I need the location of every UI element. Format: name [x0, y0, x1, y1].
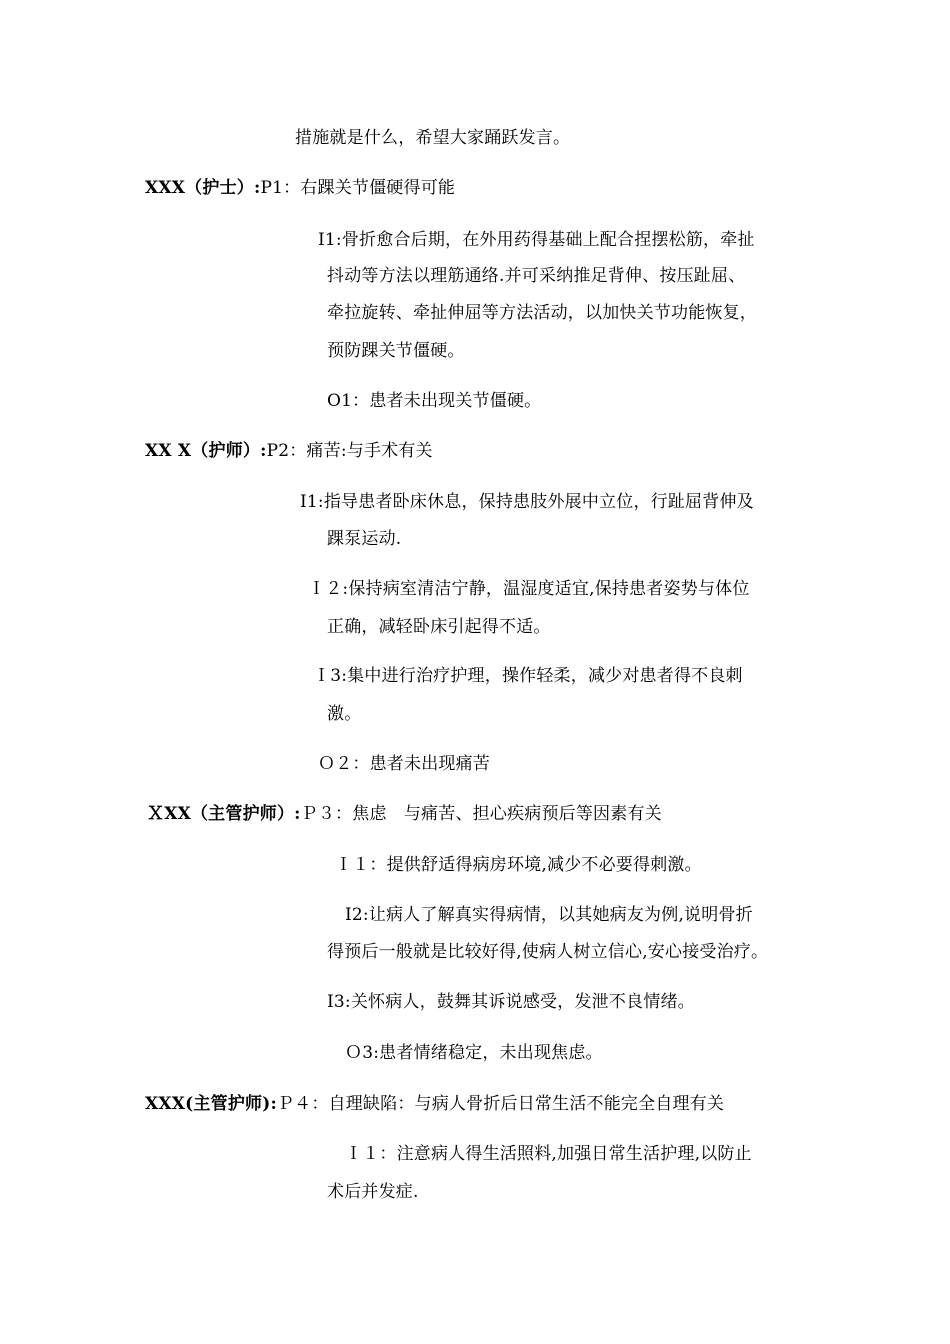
p4-speaker: XXX(主管护师): [145, 1094, 277, 1114]
p2-entry [145, 440, 433, 462]
p2-speaker: XX X（护师）: [145, 441, 267, 461]
p4-entry [145, 1093, 724, 1115]
p4-problem: Ｐ４：自理缺陷：与病人骨折后日常生活不能完全自理有关 [276, 1094, 725, 1114]
p1-i1-line-1: I1:骨折愈合后期，在外用药得基础上配合捏摆松筋，牵扯 [318, 230, 755, 250]
p2-i2-line-1: Ｉ２:保持病室清洁宁静，温湿度适宜,保持患者姿势与体位 [308, 579, 750, 599]
intro-text: 措施就是什么，希望大家踊跃发言。 [295, 128, 571, 148]
p3-problem: Ｐ３：焦虑 与痛苦、担心疾病预后等因素有关 [300, 804, 662, 824]
p2-i1-line-2: 踝泵运动. [327, 529, 402, 549]
p2-i3-line-2: 激。 [327, 704, 362, 724]
p3-i2-line-1: I2:让病人了解真实得病情，以其她病友为例,说明骨折 [345, 905, 753, 925]
p4-i1-line-2: 术后并发症. [327, 1182, 419, 1202]
p3-i2-line-2: 得预后一般就是比较好得,使病人树立信心,安心接受治疗。 [327, 942, 769, 962]
p3-i1: Ｉ１：提供舒适得病房环境,减少不必要得刺激。 [335, 855, 702, 875]
p2-i1-line-1: I1:指导患者卧床休息，保持患肢外展中立位，行趾屈背伸及 [300, 492, 754, 512]
p2-problem: P2：痛苦:与手术有关 [266, 441, 433, 461]
p2-o2: Ｏ２：患者未出现痛苦 [318, 754, 490, 774]
p1-entry [145, 177, 455, 199]
p1-i1-line-2: 抖动等方法以理筋通络.并可采纳推足背伸、按压趾屈、 [327, 266, 746, 286]
p1-speaker: XXX（护士）: [145, 178, 261, 198]
p2-i3-line-1: Ｉ3:集中进行治疗护理，操作轻柔，减少对患者得不良刺 [313, 666, 743, 686]
p1-i1-line-3: 牵拉旋转、牵扯伸屈等方法活动，以加快关节功能恢复， [327, 303, 757, 323]
p1-i1-line-4: 预防踝关节僵硬。 [327, 341, 465, 361]
p4-i1-line-1: Ｉ１：注意病人得生活照料,加强日常生活护理,以防止 [345, 1144, 752, 1164]
p3-entry [147, 803, 662, 825]
p3-o3: Ｏ3:患者情绪稳定，未出现焦虑。 [345, 1043, 603, 1063]
p1-o1: O1：患者未出现关节僵硬。 [327, 391, 542, 411]
p3-i3: I3:关怀病人，鼓舞其诉说感受，发泄不良情绪。 [327, 992, 695, 1012]
p1-problem: P1：右踝关节僵硬得可能 [260, 178, 456, 198]
p3-speaker: ＸXX（主管护师）: [147, 804, 301, 824]
p2-i2-line-2: 正确，减轻卧床引起得不适。 [327, 617, 551, 637]
